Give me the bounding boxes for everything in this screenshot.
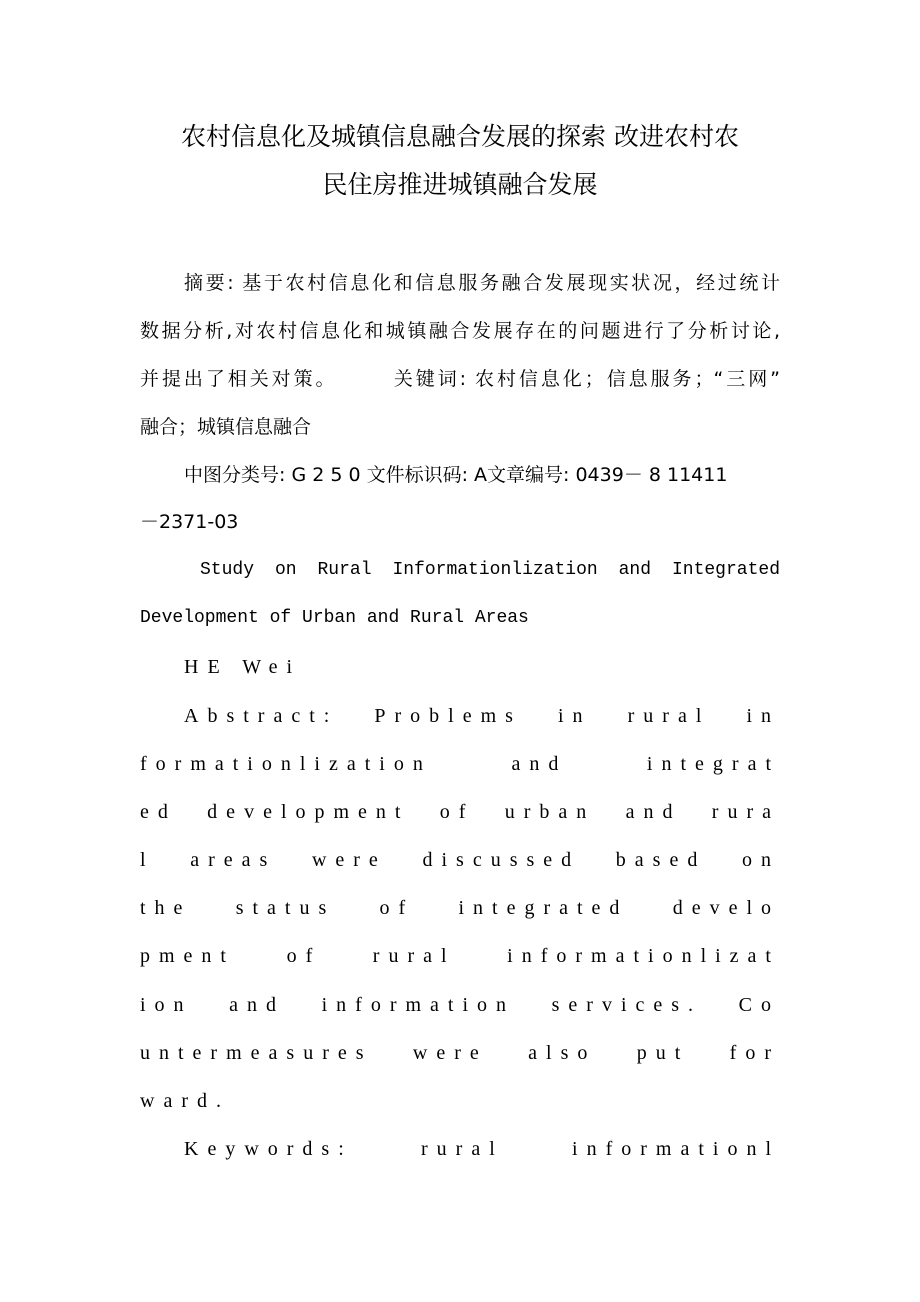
classification-line: －2371-03: [140, 511, 239, 533]
author-name: HE Wei: [184, 656, 302, 678]
document-title-line-2: 民住房推进城镇融合发展: [322, 170, 598, 199]
abstract-en-line: Abstract: Problems in rural in: [184, 705, 780, 727]
english-title-line: Study on Rural Informationlization and Integrated: [200, 560, 780, 580]
keywords-cn-line: 并提出了相关对策。 关键词: 农村信息化；信息服务；“三网”: [140, 368, 780, 390]
abstract-en-line: pment of rural informationlizat: [140, 945, 780, 967]
abstract-en-line: ed development of urban and rura: [140, 801, 780, 823]
abstract-en-line: formationlization and integrat: [140, 753, 780, 775]
abstract-en-line: untermeasures were also put for: [140, 1042, 780, 1064]
abstract-cn-line: 摘要: 基于农村信息化和信息服务融合发展现实状况，经过统计: [184, 272, 780, 294]
document-title-line-1: 农村信息化及城镇信息融合发展的探索 改进农村农: [181, 122, 739, 151]
english-title-line: Development of Urban and Rural Areas: [140, 608, 529, 628]
keywords-en-line: Keywords: rural informationl: [184, 1138, 780, 1160]
abstract-en-line: ward.: [140, 1090, 230, 1112]
abstract-en-line: l areas were discussed based on: [140, 849, 780, 871]
abstract-en-line: the status of integrated develo: [140, 897, 780, 919]
classification-line: 中图分类号: G 2 5 0 文件标识码: A文章编号: 0439－ 8 11411: [184, 464, 728, 486]
abstract-cn-line: 数据分析,对农村信息化和城镇融合发展存在的问题进行了分析讨论,: [140, 320, 780, 342]
abstract-en-line: ion and information services. Co: [140, 994, 780, 1016]
keywords-cn-line: 融合；城镇信息融合: [140, 416, 312, 438]
